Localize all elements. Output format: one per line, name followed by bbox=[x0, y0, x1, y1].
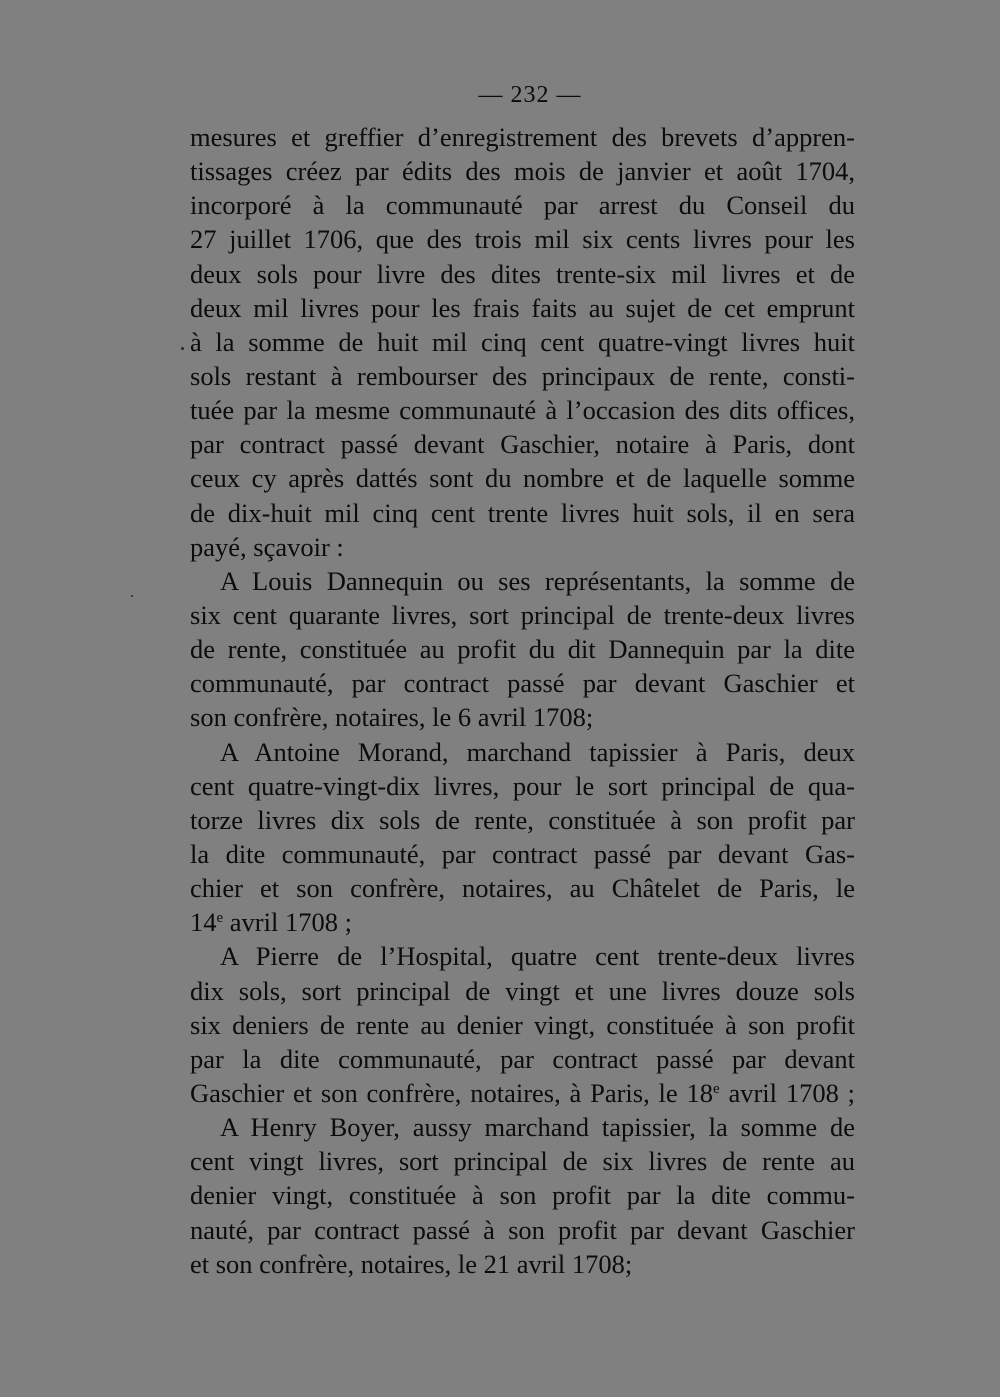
paragraph-start-line: A Antoine Morand, marchand tapissier à Paris, deux bbox=[220, 736, 855, 767]
scan-speck bbox=[181, 347, 184, 350]
scan-speck bbox=[131, 595, 133, 597]
text-line: payé, sçavoir : bbox=[190, 531, 344, 562]
text-line: six cent quarante livres, sort principal de trente-deux livres bbox=[190, 599, 855, 630]
text-line bbox=[190, 1076, 855, 1110]
text-line: par la dite communauté, par contract passé par devant bbox=[190, 1043, 855, 1074]
text-line: 27 juillet 1706, que des trois mil six cents livres pour les bbox=[190, 224, 855, 255]
text-line: cent quatre-vingt-dix livres, pour le sort principal de qua- bbox=[190, 770, 855, 801]
text-line: incorporé à la communauté par arrest du Conseil du bbox=[190, 190, 855, 221]
text-line: cent vingt livres, sort principal de six livres de rente au bbox=[190, 1146, 855, 1177]
text-line: communauté, par contract passé par devant Gaschier et bbox=[190, 668, 855, 699]
paragraph-start-line: A Henry Boyer, aussy marchand tapissier, la somme de bbox=[220, 1112, 855, 1143]
text-line: denier vingt, constituée à son profit par la dite commu- bbox=[190, 1180, 855, 1211]
text-line: chier et son confrère, notaires, au Châtelet de Paris, le bbox=[190, 873, 855, 904]
paragraph-start-line: A Louis Dannequin ou ses représentants, la somme de bbox=[220, 565, 855, 596]
text-line: par contract passé devant Gaschier, notaire à Paris, dont bbox=[190, 429, 855, 460]
text-line: de rente, constituée au profit du dit Dannequin par la dite bbox=[190, 634, 855, 665]
line-prefix: Gaschier et son confrère, notaires, à Paris, le 18 bbox=[190, 1077, 713, 1108]
text-line: son confrère, notaires, le 6 avril 1708; bbox=[190, 702, 594, 733]
page-number: — 232 — bbox=[478, 82, 582, 108]
text-line: ceux cy après dattés sont du nombre et de laquelle somme bbox=[190, 463, 855, 494]
text-line: mesures et greffier d’enregistrement des brevets d’appren- bbox=[190, 122, 855, 152]
body-text bbox=[190, 120, 855, 1281]
text-line: nauté, par contract passé à son profit par devant Gaschier bbox=[190, 1214, 855, 1245]
text-line: torze livres dix sols de rente, constituée à son profit par bbox=[190, 804, 855, 835]
line-suffix: avril 1708 ; bbox=[719, 1077, 855, 1108]
text-line: six deniers de rente au denier vingt, constituée à son profit bbox=[190, 1009, 855, 1040]
paragraph-start-line: A Pierre de l’Hospital, quatre cent trente-deux livres bbox=[220, 941, 855, 972]
text-line: dix sols, sort principal de vingt et une livres douze sols bbox=[190, 975, 855, 1006]
superscript: e bbox=[216, 910, 224, 927]
text-line: la dite communauté, par contract passé par devant Gas- bbox=[190, 838, 855, 869]
text-line: et son confrère, notaires, le 21 avril 1708; bbox=[190, 1248, 633, 1279]
text-line: à la somme de huit mil cinq cent quatre-vingt livres huit bbox=[190, 326, 855, 357]
text-line: deux sols pour livre des dites trente-six mil livres et de bbox=[190, 258, 855, 289]
text-line: deux mil livres pour les frais faits au sujet de cet emprunt bbox=[190, 292, 855, 323]
text-line: sols restant à rembourser des principaux de rente, consti- bbox=[190, 360, 855, 391]
text-line bbox=[190, 905, 855, 939]
superscript: e bbox=[712, 1080, 720, 1097]
line-suffix: avril 1708 ; bbox=[223, 907, 352, 938]
text-line: de dix-huit mil cinq cent trente livres huit sols, il en sera bbox=[190, 497, 855, 528]
line-prefix: 14 bbox=[190, 907, 217, 938]
text-line: tuée par la mesme communauté à l’occasion des dits offices, bbox=[190, 395, 855, 426]
text-line: tissages créez par édits des mois de janvier et août 1704, bbox=[190, 156, 855, 187]
